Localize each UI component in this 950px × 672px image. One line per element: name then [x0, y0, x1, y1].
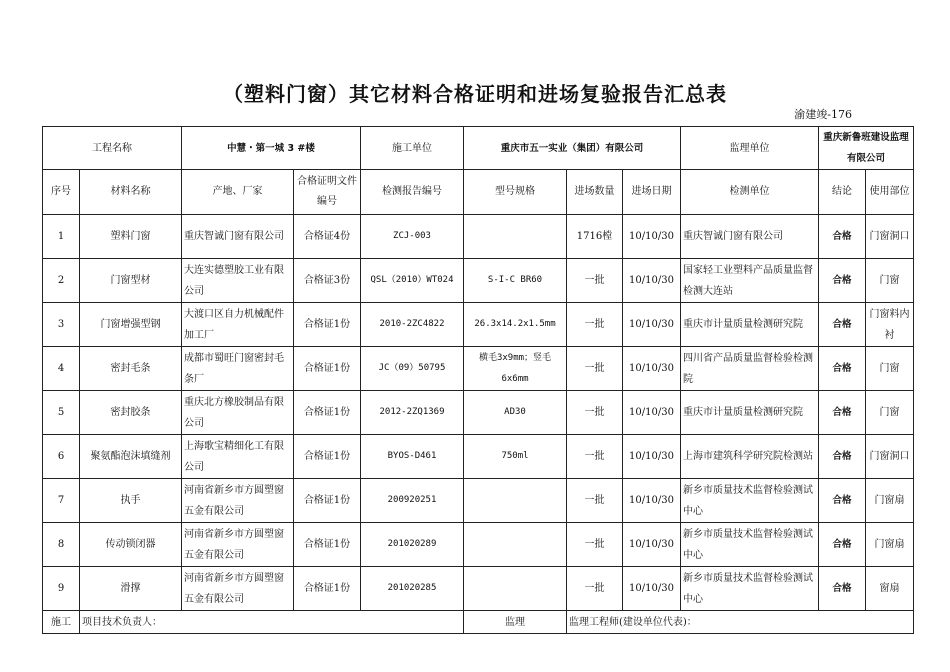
cell-model-spec: 26.3x14.2x1.5mm — [464, 303, 567, 347]
cell-usage-location: 门窗 — [866, 347, 914, 391]
header-date: 进场日期 — [623, 170, 681, 215]
header-seq: 序号 — [43, 170, 80, 215]
cell-entry-date: 10/10/30 — [623, 303, 681, 347]
document-code: 渝建竣-176 — [794, 108, 852, 121]
cell-result: 合格 — [819, 347, 866, 391]
cell-cert-number: 合格证1份 — [294, 303, 361, 347]
cell-material-name: 门窗型材 — [80, 259, 182, 303]
cell-usage-location: 门窗洞口 — [866, 215, 914, 259]
cell-usage-location: 门窗 — [866, 391, 914, 435]
table-row — [43, 347, 914, 391]
cell-cert-number: 合格证1份 — [294, 435, 361, 479]
cell-quantity: 一批 — [567, 259, 623, 303]
cell-usage-location: 门窗洞口 — [866, 435, 914, 479]
cell-quantity: 一批 — [567, 347, 623, 391]
supervisor-label: 监理单位 — [681, 127, 819, 170]
header-lab: 检测单位 — [681, 170, 819, 215]
cell-entry-date: 10/10/30 — [623, 523, 681, 567]
cell-origin: 上海歌宝精细化工有限公司 — [182, 435, 294, 479]
project-info-row — [43, 127, 914, 170]
cell-model-spec: 750ml — [464, 435, 567, 479]
cell-material-name: 密封毛条 — [80, 347, 182, 391]
cell-test-lab: 重庆智诚门窗有限公司 — [681, 215, 819, 259]
cell-cert-number: 合格证1份 — [294, 479, 361, 523]
summary-table — [42, 126, 914, 634]
signature-row — [43, 611, 914, 634]
cell-seq: 3 — [43, 303, 80, 347]
supervision-label: 监理 — [464, 611, 567, 634]
cell-usage-location: 门窗扇 — [866, 479, 914, 523]
table-row — [43, 479, 914, 523]
cell-result: 合格 — [819, 567, 866, 611]
cell-material-name: 聚氨酯泡沫填缝剂 — [80, 435, 182, 479]
table-row — [43, 215, 914, 259]
cell-entry-date: 10/10/30 — [623, 215, 681, 259]
header-cert: 合格证明文件编号 — [294, 170, 361, 215]
cell-material-name: 密封胶条 — [80, 391, 182, 435]
cell-report-number: ZCJ-003 — [361, 215, 464, 259]
project-value: 中慧・第一城 3 #楼 — [182, 127, 361, 170]
cell-report-number: JC（09）50795 — [361, 347, 464, 391]
cell-origin: 重庆智诚门窗有限公司 — [182, 215, 294, 259]
cell-quantity: 1716樘 — [567, 215, 623, 259]
cell-test-lab: 新乡市质量技术监督检验测试中心 — [681, 479, 819, 523]
cell-seq: 1 — [43, 215, 80, 259]
cell-origin: 大连实德塑胶工业有限公司 — [182, 259, 294, 303]
cell-usage-location: 门窗扇 — [866, 523, 914, 567]
cell-cert-number: 合格证1份 — [294, 391, 361, 435]
cell-origin: 河南省新乡市方圆塑窗五金有限公司 — [182, 479, 294, 523]
table-row — [43, 303, 914, 347]
cell-entry-date: 10/10/30 — [623, 347, 681, 391]
builder-label: 施工单位 — [361, 127, 464, 170]
header-report: 检测报告编号 — [361, 170, 464, 215]
project-label: 工程名称 — [43, 127, 182, 170]
column-header-row — [43, 170, 914, 215]
cell-origin: 河南省新乡市方圆塑窗五金有限公司 — [182, 523, 294, 567]
cell-test-lab: 四川省产品质量监督检验检测院 — [681, 347, 819, 391]
cell-cert-number: 合格证3份 — [294, 259, 361, 303]
cell-usage-location: 门窗 — [866, 259, 914, 303]
cell-origin: 成都市蜀旺门窗密封毛条厂 — [182, 347, 294, 391]
cell-report-number: QSL（2010）WT024 — [361, 259, 464, 303]
header-usage: 使用部位 — [866, 170, 914, 215]
cell-origin: 河南省新乡市方圆塑窗五金有限公司 — [182, 567, 294, 611]
header-result: 结论 — [819, 170, 866, 215]
supervisor-value: 重庆新鲁班建设监理有限公司 — [819, 127, 914, 170]
table-row — [43, 523, 914, 567]
cell-result: 合格 — [819, 303, 866, 347]
cell-origin: 重庆北方橡胶制品有限公司 — [182, 391, 294, 435]
cell-model-spec: 横毛3x9mm；竖毛6x6mm — [464, 347, 567, 391]
construction-signature: 项目技术负责人： — [80, 611, 464, 634]
cell-result: 合格 — [819, 215, 866, 259]
cell-quantity: 一批 — [567, 435, 623, 479]
cell-entry-date: 10/10/30 — [623, 479, 681, 523]
cell-usage-location: 门窗料内衬 — [866, 303, 914, 347]
cell-quantity: 一批 — [567, 391, 623, 435]
cell-test-lab: 新乡市质量技术监督检验测试中心 — [681, 523, 819, 567]
cell-seq: 6 — [43, 435, 80, 479]
cell-report-number: 200920251 — [361, 479, 464, 523]
cell-material-name: 执手 — [80, 479, 182, 523]
table-row — [43, 391, 914, 435]
cell-test-lab: 新乡市质量技术监督检验测试中心 — [681, 567, 819, 611]
cell-result: 合格 — [819, 435, 866, 479]
cell-cert-number: 合格证1份 — [294, 347, 361, 391]
cell-material-name: 门窗增强型钢 — [80, 303, 182, 347]
cell-seq: 8 — [43, 523, 80, 567]
cell-result: 合格 — [819, 479, 866, 523]
cell-report-number: BYOS-D461 — [361, 435, 464, 479]
header-name: 材料名称 — [80, 170, 182, 215]
cell-material-name: 滑撑 — [80, 567, 182, 611]
cell-cert-number: 合格证1份 — [294, 567, 361, 611]
cell-model-spec — [464, 567, 567, 611]
cell-seq: 5 — [43, 391, 80, 435]
cell-cert-number: 合格证4份 — [294, 215, 361, 259]
cell-result: 合格 — [819, 523, 866, 567]
cell-model-spec — [464, 523, 567, 567]
cell-seq: 9 — [43, 567, 80, 611]
cell-result: 合格 — [819, 259, 866, 303]
cell-report-number: 2012-2ZQ1369 — [361, 391, 464, 435]
cell-test-lab: 重庆市计量质量检测研究院 — [681, 303, 819, 347]
cell-seq: 2 — [43, 259, 80, 303]
header-origin: 产地、厂家 — [182, 170, 294, 215]
cell-seq: 4 — [43, 347, 80, 391]
cell-entry-date: 10/10/30 — [623, 435, 681, 479]
cell-quantity: 一批 — [567, 523, 623, 567]
cell-cert-number: 合格证1份 — [294, 523, 361, 567]
cell-test-lab: 国家轻工业塑料产品质量监督检测大连站 — [681, 259, 819, 303]
cell-test-lab: 上海市建筑科学研究院检测站 — [681, 435, 819, 479]
cell-report-number: 2010-2ZC4822 — [361, 303, 464, 347]
table-row — [43, 435, 914, 479]
cell-usage-location: 窗扇 — [866, 567, 914, 611]
cell-model-spec: S-I-C BR60 — [464, 259, 567, 303]
header-qty: 进场数量 — [567, 170, 623, 215]
table-row — [43, 567, 914, 611]
cell-test-lab: 重庆市计量质量检测研究院 — [681, 391, 819, 435]
construction-label: 施工 — [43, 611, 80, 634]
builder-value: 重庆市五一实业（集团）有限公司 — [464, 127, 681, 170]
cell-model-spec — [464, 215, 567, 259]
cell-result: 合格 — [819, 391, 866, 435]
cell-report-number: 201020289 — [361, 523, 464, 567]
table-row — [43, 259, 914, 303]
header-model: 型号规格 — [464, 170, 567, 215]
cell-entry-date: 10/10/30 — [623, 391, 681, 435]
cell-material-name: 传动锁闭器 — [80, 523, 182, 567]
cell-model-spec: AD30 — [464, 391, 567, 435]
page-title: （塑料门窗）其它材料合格证明和进场复验报告汇总表 — [223, 82, 727, 106]
cell-entry-date: 10/10/30 — [623, 259, 681, 303]
cell-material-name: 塑料门窗 — [80, 215, 182, 259]
supervision-signature: 监理工程师(建设单位代表)： — [567, 611, 914, 634]
cell-entry-date: 10/10/30 — [623, 567, 681, 611]
cell-origin: 大渡口区自力机械配件加工厂 — [182, 303, 294, 347]
cell-quantity: 一批 — [567, 303, 623, 347]
cell-quantity: 一批 — [567, 479, 623, 523]
cell-quantity: 一批 — [567, 567, 623, 611]
cell-model-spec — [464, 479, 567, 523]
cell-report-number: 201020285 — [361, 567, 464, 611]
cell-seq: 7 — [43, 479, 80, 523]
